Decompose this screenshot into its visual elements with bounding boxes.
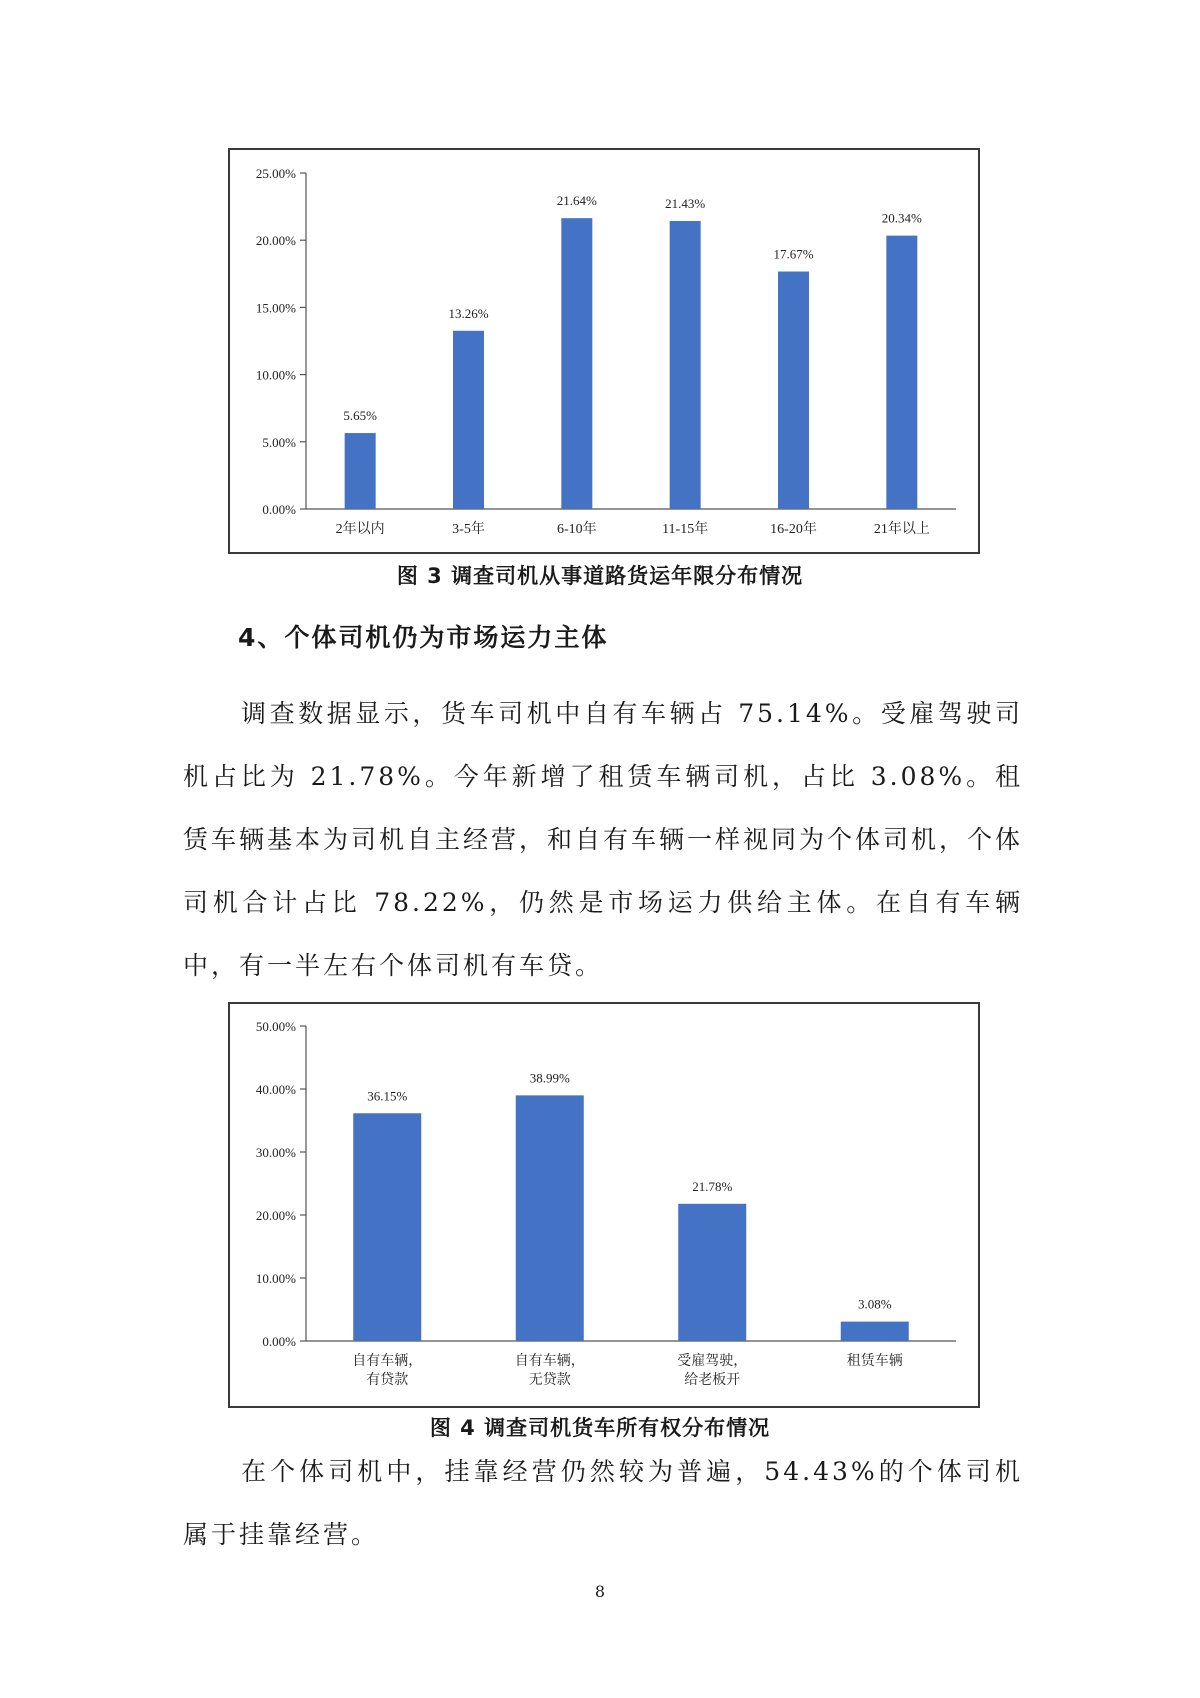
chart3-x-tick-label: 21年以上 xyxy=(873,522,930,537)
chart4-bar xyxy=(516,1095,584,1341)
chart3-bar xyxy=(778,272,809,509)
section-heading: 4、个体司机仍为市场运力主体 xyxy=(238,623,609,652)
chart4-data-label: 38.99% xyxy=(529,1070,570,1086)
chart3-bar xyxy=(453,331,484,509)
chart4-data-label: 3.08% xyxy=(857,1296,892,1312)
chart3-bar xyxy=(670,221,701,509)
chart4-y-tick-label: 10.00% xyxy=(255,1271,296,1286)
chart3-y-tick-label: 25.00% xyxy=(255,166,296,181)
chart3-x-tick-label: 16-20年 xyxy=(770,522,817,537)
chart3-data-label: 20.34% xyxy=(881,210,922,226)
chart-3-svg xyxy=(230,150,978,552)
chart4-y-tick-label: 0.00% xyxy=(262,1334,296,1349)
paragraph-1: 调查数据显示，货车司机中自有车辆占 75.14%。受雇驾驶司机占比为 21.78%。今年新增了租赁车辆司机，占比 3.08%。租赁车辆基本为司机自主经营，和自有车辆一样视同为个体司机，个体司机合计占比 78.22%，仍然是市场运力供给主体。在自有车辆中，有一半左右个体司机有车贷。 xyxy=(183,699,1024,980)
chart4-x-tick-label: 自有车辆， xyxy=(352,1354,423,1369)
chart4-y-tick-label: 20.00% xyxy=(255,1208,296,1223)
chart4-data-label: 21.78% xyxy=(692,1178,733,1194)
figure-4-caption: 图 4 调查司机货车所有权分布情况 xyxy=(429,1416,771,1440)
paragraph-2: 在个体司机中，挂靠经营仍然较为普遍，54.43%的个体司机属于挂靠经营。 xyxy=(183,1457,1023,1549)
chart3-x-tick-label: 3-5年 xyxy=(452,522,485,537)
chart4-x-tick-label: 自有车辆， xyxy=(514,1354,585,1369)
chart4-data-label: 36.15% xyxy=(367,1088,408,1104)
chart3-x-tick-label: 2年以内 xyxy=(335,522,385,537)
chart4-bar xyxy=(841,1322,909,1341)
chart4-x-tick-label: 有贷款 xyxy=(366,1373,409,1388)
chart3-y-tick-label: 20.00% xyxy=(255,233,296,249)
chart3-bar xyxy=(561,218,592,509)
chart3-y-tick-label: 15.00% xyxy=(255,300,296,316)
chart3-bar xyxy=(886,236,917,509)
chart3-data-label: 21.43% xyxy=(665,195,706,211)
chart4-x-tick-label: 租赁车辆 xyxy=(846,1354,903,1369)
chart3-data-label: 21.64% xyxy=(556,193,597,209)
chart4-bar xyxy=(678,1204,746,1341)
chart3-y-tick-label: 0.00% xyxy=(262,502,296,517)
chart4-y-tick-label: 50.00% xyxy=(255,1019,296,1034)
chart-figure-3 xyxy=(228,148,980,554)
chart3-x-tick-label: 6-10年 xyxy=(556,522,597,537)
chart4-y-tick-label: 40.00% xyxy=(255,1082,296,1097)
chart-figure-4 xyxy=(228,1002,980,1408)
chart3-y-tick-label: 10.00% xyxy=(255,367,296,383)
chart3-x-tick-label: 11-15年 xyxy=(662,522,709,537)
chart4-x-tick-label: 无贷款 xyxy=(528,1373,571,1388)
page-number: 8 xyxy=(594,1582,606,1601)
chart3-data-label: 17.67% xyxy=(773,246,814,262)
chart4-y-tick-label: 30.00% xyxy=(255,1145,296,1160)
chart4-bar xyxy=(353,1113,421,1341)
chart3-y-tick-label: 5.00% xyxy=(262,434,296,450)
chart3-data-label: 13.26% xyxy=(448,305,489,321)
chart-4-svg xyxy=(230,1004,978,1406)
figure-3-caption: 图 3 调查司机从事道路货运年限分布情况 xyxy=(396,564,804,588)
chart4-x-tick-label: 给老板开 xyxy=(684,1373,741,1388)
chart3-bar xyxy=(345,433,376,509)
chart3-data-label: 5.65% xyxy=(343,408,377,424)
chart4-x-tick-label: 受雇驾驶， xyxy=(677,1354,748,1369)
